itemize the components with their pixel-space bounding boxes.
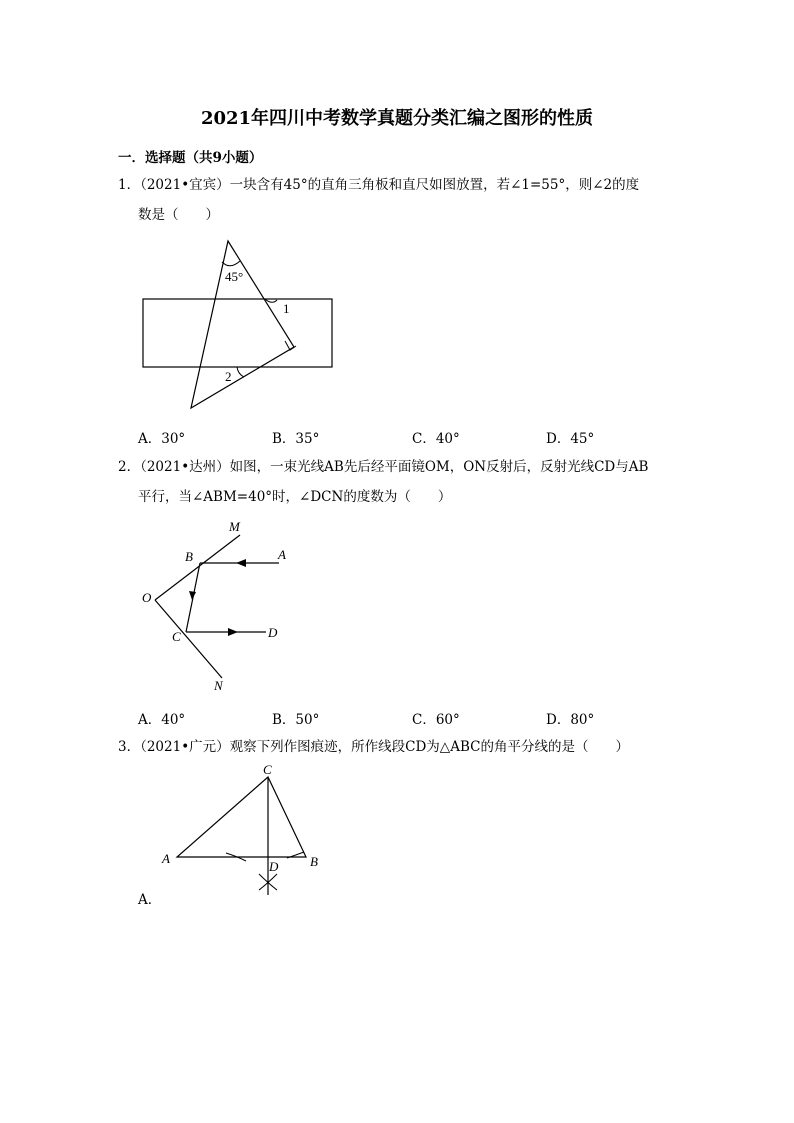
angle-45-label: 45° xyxy=(225,269,244,284)
question-1-line-2: 数是（ ） xyxy=(138,207,219,223)
option-a[interactable]: A． xyxy=(138,892,162,908)
option-b[interactable]: B．35° xyxy=(272,431,320,447)
label-o: O xyxy=(142,590,152,605)
page-title: 2021年四川中考数学真题分类汇编之图形的性质 xyxy=(200,108,594,129)
question-2-line-1: 2．（2021•达州）如图，一束光线AB先后经平面镜OM，ON反射后，反射光线CD与AB xyxy=(118,459,649,475)
label-n: N xyxy=(214,678,223,693)
question-2-line-2: 平行，当∠ABM=40°时，∠DCN的度数为（ ） xyxy=(138,489,452,505)
label-d: D xyxy=(268,625,278,640)
label-a: A xyxy=(162,851,170,866)
section-heading: 一．选择题（共9小题） xyxy=(118,150,263,166)
option-c[interactable]: C．60° xyxy=(412,712,460,728)
angle-1-label: 1 xyxy=(283,301,290,316)
label-b: B xyxy=(310,854,318,869)
triangle-abc xyxy=(177,777,306,857)
question-1-line-1: 1．（2021•宜宾）一块含有45°的直角三角板和直尺如图放置，若∠1=55°，则∠2的度 xyxy=(118,177,640,193)
label-c: C xyxy=(172,629,181,644)
label-b: B xyxy=(185,549,193,564)
angle-2-label: 2 xyxy=(225,369,232,384)
option-a[interactable]: A．30° xyxy=(138,431,186,447)
label-c: C xyxy=(263,762,272,777)
label-a: A xyxy=(278,547,286,562)
option-b[interactable]: B．50° xyxy=(272,712,320,728)
label-d: D xyxy=(269,859,279,874)
option-c[interactable]: C．40° xyxy=(412,431,460,447)
question-3-line-1: 3．（2021•广元）观察下列作图痕迹，所作线段CD为△ABC的角平分线的是（ ） xyxy=(118,739,629,755)
option-d[interactable]: D．80° xyxy=(546,712,595,728)
option-d[interactable]: D．45° xyxy=(546,431,595,447)
option-a[interactable]: A．40° xyxy=(138,712,186,728)
label-m: M xyxy=(229,519,240,534)
